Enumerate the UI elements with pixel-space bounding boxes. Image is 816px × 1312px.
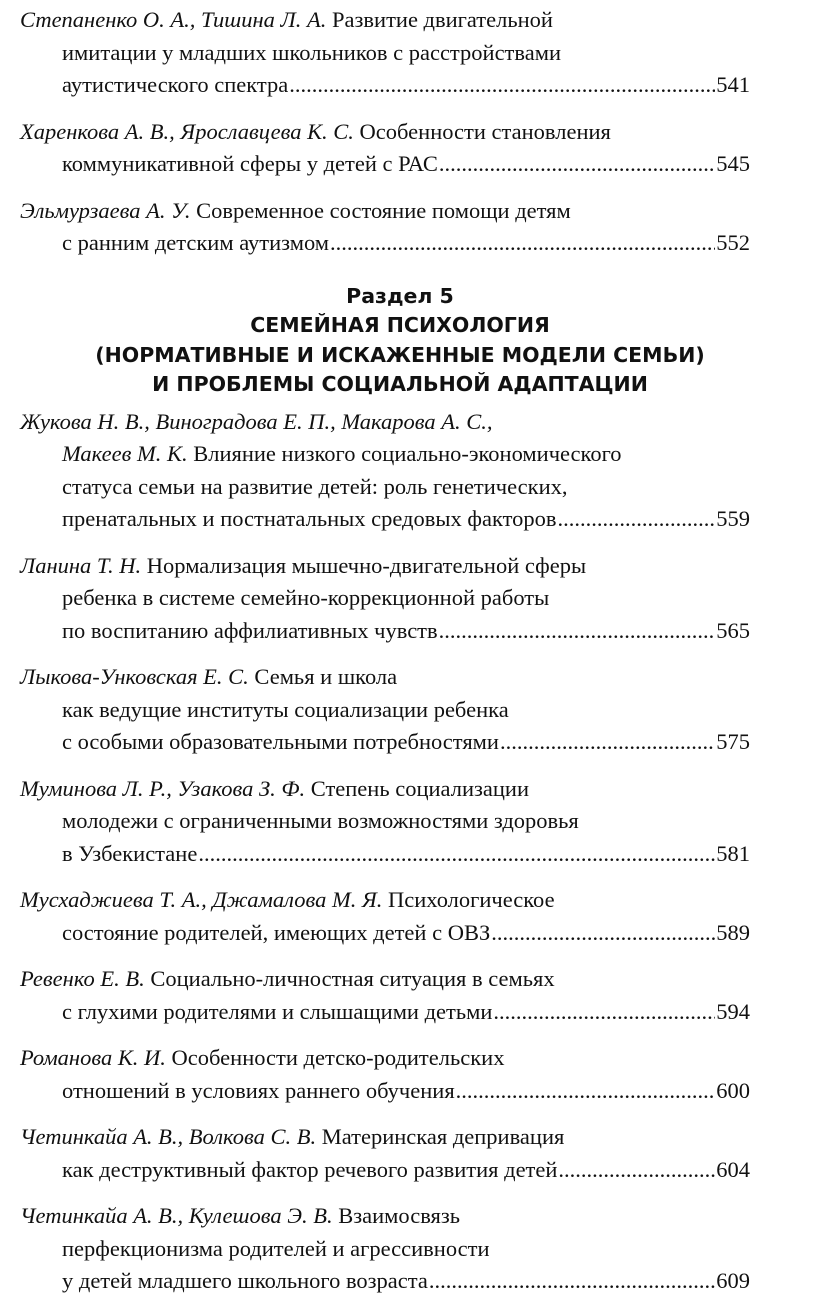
entry-authors: Муминова Л. Р., Узакова З. Ф. [20, 775, 306, 801]
section-number: Раздел 5 [346, 283, 454, 308]
entry-title-text: по воспитанию аффилиативных чувств [62, 617, 438, 643]
dot-leader [198, 838, 715, 871]
page-number: 581 [716, 840, 750, 866]
dot-leader [491, 917, 715, 950]
page-number: 559 [716, 506, 750, 531]
entry-title-text: в Узбекистане [62, 840, 198, 866]
toc-entry [20, 195, 750, 260]
dot-leader [500, 726, 715, 759]
dot-leader [439, 148, 715, 181]
page-number: 594 [716, 998, 750, 1024]
toc-entry-line [20, 438, 750, 471]
entry-title-text: Влияние низкого социально-экономического [187, 441, 622, 466]
toc-entry-line [20, 1200, 750, 1233]
table-of-contents [20, 4, 750, 1312]
toc-entry-line [20, 917, 750, 950]
entry-title-text: Современное состояние помощи детям [190, 197, 571, 223]
entry-authors: Эльмурзаева А. У. [20, 197, 191, 223]
dot-leader [557, 503, 715, 536]
toc-entry-line [20, 996, 750, 1029]
toc-entry-line [20, 884, 750, 917]
toc-entry [20, 1121, 750, 1186]
entry-authors: Ревенко Е. В. [20, 966, 145, 991]
entry-title-text: состояние родителей, имеющих детей с ОВЗ [62, 919, 491, 945]
page-number: 545 [716, 151, 750, 176]
entry-authors: Романова К. И. [20, 1045, 166, 1070]
entry-authors: Харенкова А. В., Ярославцева К. С. [20, 118, 354, 144]
toc-entry-line [20, 116, 750, 149]
toc-entry-line [20, 1265, 750, 1298]
toc-entry-line [20, 838, 750, 871]
page-number: 600 [716, 1077, 750, 1103]
entry-title-text: Нормализация мышечно-двигательной сферы [141, 552, 587, 578]
dot-leader [289, 69, 715, 102]
entry-title-text: аутистического спектра [62, 72, 289, 97]
toc-entry [20, 4, 750, 102]
entry-authors: Ланина Т. Н. [20, 552, 142, 578]
dot-leader [429, 1265, 715, 1298]
toc-entry-line [20, 773, 750, 806]
dot-leader [558, 1154, 715, 1187]
dot-leader [330, 227, 715, 260]
entry-title-text: с ранним детским аутизмом [62, 230, 330, 255]
toc-entry [20, 963, 750, 1028]
entry-title-text: Взаимосвязь [332, 1203, 461, 1228]
toc-entry [20, 661, 750, 759]
toc-entry-line [20, 1042, 750, 1075]
toc-entry-line [20, 1075, 750, 1108]
dot-leader [439, 615, 716, 648]
toc-entry-line [20, 726, 750, 759]
entry-title-text: Особенности становления [353, 118, 611, 144]
section-title-line: (НОРМАТИВНЫЕ И ИСКАЖЕННЫЕ МОДЕЛИ СЕМЬИ) [95, 342, 705, 367]
toc-entries-top [20, 4, 750, 260]
toc-entry-line [20, 963, 750, 996]
toc-entries-section [20, 406, 750, 1298]
entry-authors: Четинкайа А. В., Волкова С. В. [20, 1124, 317, 1149]
toc-entry-line [20, 227, 750, 260]
toc-entry-line [20, 694, 750, 727]
entry-title-text: у детей младшего школьного возраста [62, 1268, 428, 1293]
entry-title-text: как ведущие институты социализации ребенка [62, 696, 509, 722]
entry-authors: Мусхаджиева Т. А., Джамалова М. Я. [20, 887, 383, 912]
entry-title-text: Материнская депривация [316, 1124, 565, 1149]
page-number: 552 [716, 230, 750, 255]
section-title-line: И ПРОБЛЕМЫ СОЦИАЛЬНОЙ АДАПТАЦИИ [152, 372, 648, 396]
toc-entry-line [20, 550, 750, 583]
toc-entry [20, 1200, 750, 1298]
toc-entry-line [20, 615, 750, 648]
entry-title-text: с глухими родителями и слышащими детьми [62, 998, 493, 1024]
toc-entry-line [20, 661, 750, 694]
toc-entry [20, 116, 750, 181]
dot-leader [493, 996, 715, 1029]
entry-authors: Четинкайа А. В., Кулешова Э. В. [20, 1203, 333, 1228]
toc-entry-line [20, 1121, 750, 1154]
entry-authors: Макеев М. К. [62, 441, 188, 466]
toc-entry [20, 406, 750, 536]
entry-title-text: Социально-личностная ситуация в семьях [144, 966, 555, 991]
toc-entry-line [20, 1154, 750, 1187]
entry-title-text: имитации у младших школьников с расстройствами [62, 39, 561, 65]
toc-entry-line [20, 37, 750, 70]
entry-title-text: отношений в условиях раннего обучения [62, 1077, 455, 1103]
toc-entry [20, 884, 750, 949]
entry-title-text: коммуникативной сферы у детей с РАС [62, 151, 438, 176]
page-number: 575 [716, 729, 750, 754]
entry-authors: Жукова Н. В., Виноградова Е. П., Макарова А. С., [20, 408, 493, 434]
page-number: 589 [716, 919, 750, 945]
toc-entry-line [20, 1233, 750, 1266]
entry-title-text: Особенности детско-родительских [165, 1045, 505, 1070]
entry-authors: Лыкова-Унковская Е. С. [20, 664, 249, 689]
entry-title-text: Развитие двигательной [326, 7, 553, 32]
entry-title-text: с особыми образовательными потребностями [62, 729, 499, 754]
toc-entry [20, 773, 750, 871]
toc-entry-line [20, 471, 750, 504]
page-number: 541 [716, 72, 750, 97]
section-title-line: СЕМЕЙНАЯ ПСИХОЛОГИЯ [250, 313, 550, 337]
entry-title-text: Психологическое [382, 887, 555, 912]
toc-entry-line [20, 4, 750, 37]
entry-title-text: как деструктивный фактор речевого развития детей [62, 1156, 558, 1182]
page-number: 565 [716, 617, 750, 643]
entry-title-text: ребенка в системе семейно-коррекционной работы [62, 585, 550, 610]
entry-title-text: Степень социализации [305, 775, 529, 801]
toc-entry-line [20, 503, 750, 536]
page-number: 609 [716, 1268, 750, 1293]
toc-entry [20, 1042, 750, 1107]
entry-title-text: перфекционизма родителей и агрессивности [62, 1235, 490, 1261]
entry-authors: Степаненко О. А., Тишина Л. А. [20, 7, 327, 32]
toc-entry-line [20, 195, 750, 228]
page-number: 604 [716, 1156, 750, 1182]
toc-entry-line [20, 69, 750, 102]
toc-entry [20, 550, 750, 648]
section-heading [20, 282, 750, 400]
entry-title-text: молодежи с ограниченными возможностями здоровья [62, 808, 579, 833]
toc-entry-line [20, 582, 750, 615]
dot-leader [456, 1075, 716, 1108]
entry-title-text: Семья и школа [248, 664, 398, 689]
toc-entry-line [20, 406, 750, 439]
toc-entry-line [20, 148, 750, 181]
toc-entry-line [20, 805, 750, 838]
entry-title-text: пренатальных и постнатальных средовых факторов [62, 506, 557, 531]
entry-title-text: статуса семьи на развитие детей: роль генетических, [62, 473, 568, 499]
